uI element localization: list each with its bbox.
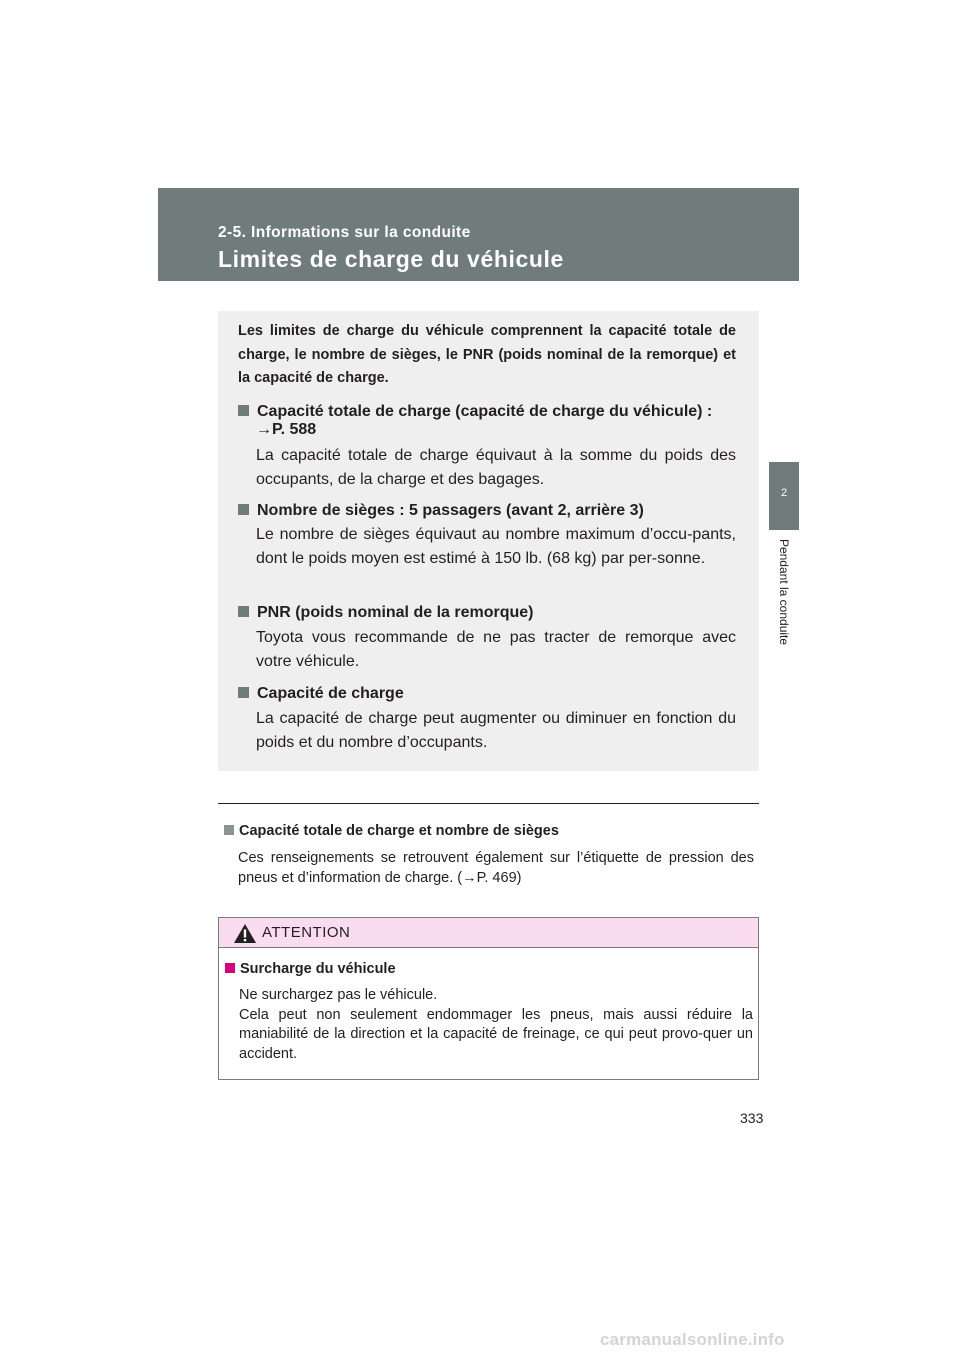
caution-label: ATTENTION <box>262 924 351 941</box>
square-bullet-icon <box>224 825 234 835</box>
caution-header <box>219 918 758 948</box>
page-title: Limites de charge du véhicule <box>218 246 564 272</box>
divider <box>218 803 759 804</box>
square-bullet-icon <box>238 606 249 617</box>
chapter-number: 2 <box>780 487 788 499</box>
square-bullet-icon <box>238 504 249 515</box>
item-body: La capacité totale de charge équivaut à la somme du poids des occupants, de la charge et des bagages. <box>256 447 736 488</box>
watermark: carmanualsonline.info <box>600 1330 785 1349</box>
square-bullet-icon <box>238 405 249 416</box>
item-body: Toyota vous recommande de ne pas tracter de remorque avec votre véhicule. <box>256 629 736 670</box>
square-bullet-icon <box>225 963 235 973</box>
page-number: 333 <box>740 1110 764 1126</box>
item-title: Nombre de sièges : 5 passagers (avant 2, arrière 3) <box>238 499 738 522</box>
caution-body <box>239 986 753 1064</box>
square-bullet-icon <box>238 687 249 698</box>
page-reference: →P. 588 <box>256 421 317 438</box>
caution-title: Surcharge du véhicule <box>225 961 396 977</box>
chapter-label: Pendant la conduite <box>777 538 791 646</box>
note-title: Capacité totale de charge et nombre de sièges <box>224 823 559 839</box>
chapter-tab <box>769 462 799 530</box>
caution-box <box>218 917 759 1080</box>
item-title: Capacité de charge <box>238 682 738 705</box>
caution-line: Ne surchargez pas le véhicule. <box>239 987 438 1003</box>
warning-triangle-icon <box>233 923 257 944</box>
section-header <box>158 188 799 281</box>
item-title: PNR (poids nominal de la remorque) <box>238 601 738 624</box>
item-body: Le nombre de sièges équivaut au nombre maximum d’occu-pants, dont le poids moyen est estimé à 150 lb. (68 kg) par per-sonne. <box>256 526 736 567</box>
caution-line: Cela peut non seulement endommager les pneus, mais aussi réduire la maniabilité de la direction et la capacité de freinage, ce qui peut provo-quer un accident. <box>239 1006 753 1062</box>
summary-intro: Les limites de charge du véhicule comprennent la capacité totale de charge, le nombre de sièges, le PNR (poids nominal de la remorque) et la capacité de charge. <box>238 323 736 386</box>
summary-box <box>218 311 759 771</box>
section-label: 2-5. Informations sur la conduite <box>218 224 471 241</box>
item-body: La capacité de charge peut augmenter ou diminuer en fonction du poids et du nombre d’occupants. <box>256 710 736 751</box>
note-body: Ces renseignements se retrouvent également sur l’étiquette de pression des pneus et d’information de charge. (→P. 469) <box>238 850 754 886</box>
item-title: Capacité totale de charge (capacité de charge du véhicule) : <box>238 400 738 423</box>
